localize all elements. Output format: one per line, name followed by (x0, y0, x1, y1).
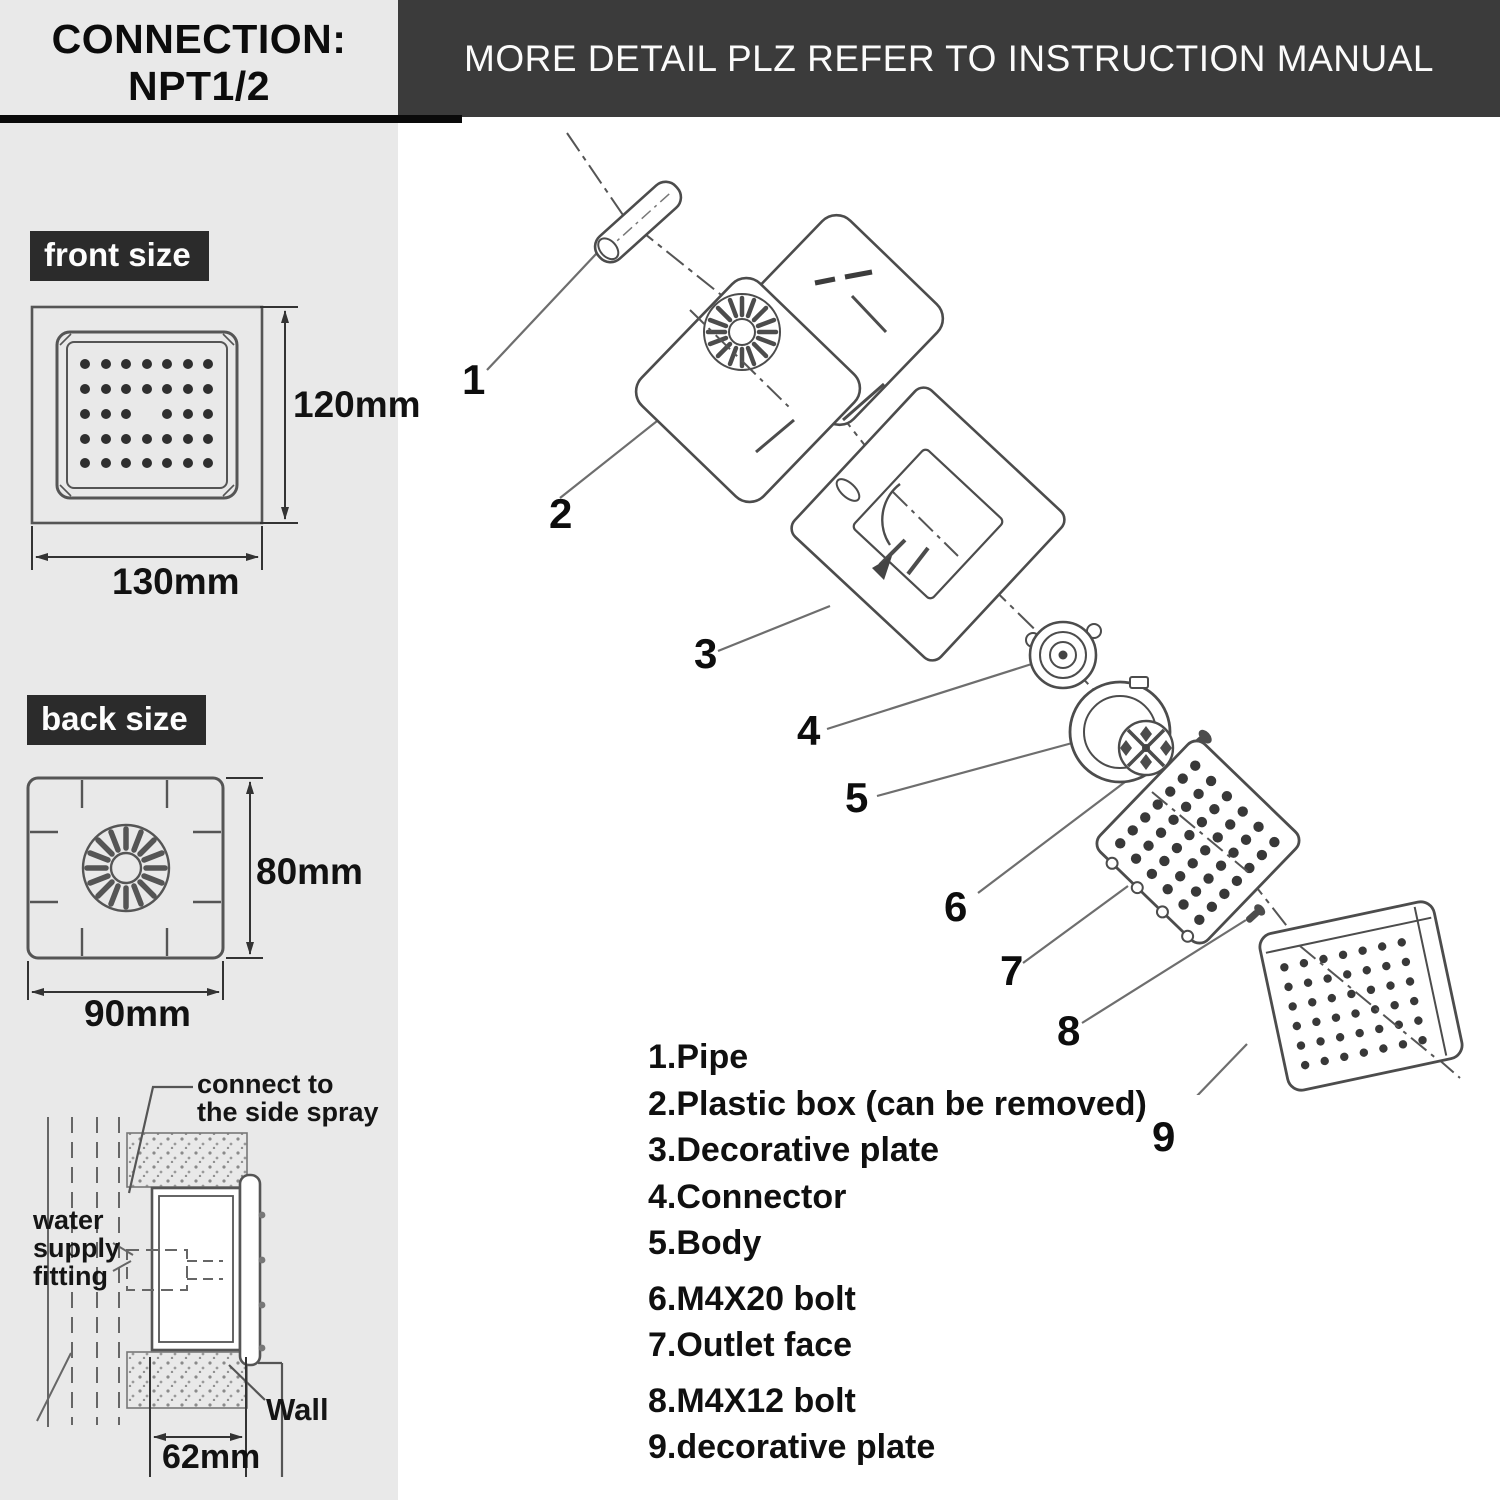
top-banner (398, 0, 1500, 117)
front-height-dimension: 120mm (293, 384, 421, 425)
connection-line1: CONNECTION: (51, 16, 347, 62)
parts-list (648, 1034, 1208, 1471)
parts-list-item-6: 6.M4X20 bolt (648, 1279, 856, 1318)
callout-7: 7 (1000, 947, 1024, 994)
body-drawing (1070, 677, 1173, 782)
callout-4: 4 (797, 707, 821, 754)
banner-text: MORE DETAIL PLZ REFER TO INSTRUCTION MANUAL (464, 37, 1434, 79)
front-decorative-plate-drawing (1257, 899, 1464, 1093)
callout-9: 9 (1152, 1113, 1176, 1160)
connect-note-line2: the side spray (197, 1097, 379, 1127)
connection-heading (0, 16, 398, 110)
callout-1: 1 (462, 356, 486, 403)
callout-3: 3 (694, 630, 718, 677)
parts-list-item-7: 7.Outlet face (648, 1326, 853, 1364)
parts-list-item-8: 8.M4X12 bolt (648, 1381, 856, 1420)
back-size-label: back size (27, 695, 206, 745)
connector-drawing (1026, 622, 1101, 688)
connect-note (197, 1070, 379, 1126)
header-divider-line (0, 115, 462, 123)
callout-6: 6 (944, 883, 968, 930)
water-supply-line3: fitting (33, 1261, 108, 1291)
callout-8: 8 (1057, 1007, 1081, 1054)
water-supply-line2: supply (33, 1233, 121, 1263)
back-size-diagram (20, 772, 290, 1022)
wall-note: Wall (266, 1392, 329, 1427)
connect-note-line1: connect to (197, 1069, 334, 1099)
face-plate (240, 1175, 265, 1365)
parts-list-item-1: 1.Pipe (648, 1038, 749, 1076)
exploded-assembly-diagram (430, 125, 1500, 1095)
parts-list-item-3: 3.Decorative plate (648, 1131, 940, 1169)
water-supply-note (33, 1206, 120, 1290)
parts-list-item-5: 5.Body (648, 1224, 762, 1262)
depth-dimension: 62mm (162, 1438, 261, 1476)
parts-list-item-2: 2.Plastic box (can be removed) (648, 1084, 1147, 1123)
back-plate-outline (28, 778, 223, 958)
parts-list-item-9: 9.decorative plate (648, 1428, 936, 1466)
connection-line2: NPT1/2 (128, 63, 270, 109)
bolt-m4x12-drawing (1243, 902, 1268, 926)
pipe-drawing (589, 176, 686, 268)
embedded-box (152, 1188, 240, 1350)
front-size-label: front size (30, 231, 209, 281)
parts-list-item-4: 4.Connector (648, 1177, 847, 1216)
back-height-dimension: 80mm (256, 851, 363, 892)
front-width-dimension: 130mm (112, 561, 240, 602)
callout-5: 5 (845, 774, 869, 821)
front-nozzle-dots (80, 359, 213, 468)
back-width-dimension: 90mm (84, 993, 191, 1034)
callout-2: 2 (549, 490, 573, 537)
water-supply-line1: water (33, 1205, 104, 1235)
front-plate-outline (32, 307, 262, 523)
back-sunburst (83, 825, 169, 911)
